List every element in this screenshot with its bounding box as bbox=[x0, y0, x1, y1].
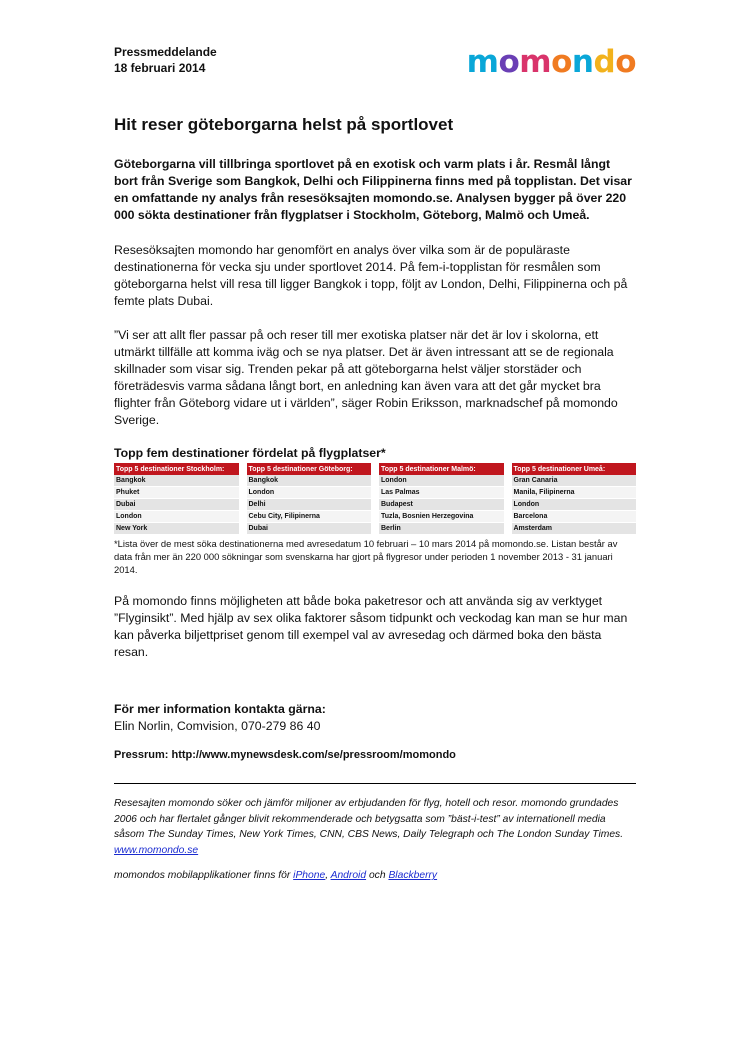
doc-type: Pressmeddelande bbox=[114, 45, 217, 59]
table-cell: Phuket bbox=[114, 487, 239, 499]
tables-title: Topp fem destinationer fördelat på flygplatser* bbox=[114, 446, 386, 460]
about-text: Resesajten momondo söker och jämför miljoner av erbjudanden för flyg, hotell och resor. momondo grundades 2006 och har flertalet gånger blivit rekommenderade och betygsatta som ”bäst-i-test” av internationell media såsom The Sunday Times, New York Times, CNN, CBS News, Daily Telegraph och The London Sunday Times. bbox=[114, 798, 624, 841]
lead-paragraph: Göteborgarna vill tillbringa sportlovet på en exotisk och varm plats i år. Resmål långt bort från Sverige som Bangkok, Delhi och Filippinerna finns med på topplistan. Det visar en omfattande ny analys från resesöksajten momondo.se. Analysen bygger på över 220 000 sökta destinationer från flygplatser i Stockholm, Göteborg, Malmö och Umeå. bbox=[114, 157, 632, 222]
contact-line: Elin Norlin, Comvision, 070-279 86 40 bbox=[114, 719, 321, 733]
table-cell: Barcelona bbox=[512, 511, 637, 523]
android-link[interactable]: Android bbox=[330, 870, 367, 882]
table-header: Topp 5 destinationer Stockholm: bbox=[114, 463, 239, 475]
footnote: *Lista över de mest söka destinationerna med avresedatum 10 februari – 10 mars 2014 på momondo.se. Listan består av data från mer än 220 000 sökningar som svenskarna har gjort på flygresor under perioden 1 november 2013 - 31 januari 2014. bbox=[114, 538, 618, 575]
body-paragraph-1: Resesöksajten momondo har genomfört en analys över vilka som är de populäraste destinationerna för vecka sju under sportlovet 2014. På fem-i-topplistan för resmålen som göteborgarna helst vill resa till ligger Bangkok i topp, följt av London, Delhi, Filippinerna och på femte plats Dubai. bbox=[114, 243, 628, 308]
table-cell: London bbox=[379, 475, 504, 487]
table-cell: London bbox=[247, 487, 372, 499]
table-cell: Berlin bbox=[379, 523, 504, 535]
apps-prefix: momondos mobilapplikationer finns för bbox=[114, 870, 291, 882]
table-cell: Las Palmas bbox=[379, 487, 504, 499]
apps-line bbox=[114, 868, 636, 883]
table-cell: Gran Canaria bbox=[512, 475, 637, 487]
table-cell: Dubai bbox=[247, 523, 372, 535]
table-header: Topp 5 destinationer Malmö: bbox=[379, 463, 504, 475]
apps-och: och bbox=[368, 870, 386, 882]
momondo-logo: momondo bbox=[466, 44, 636, 80]
destination-tables bbox=[114, 463, 636, 535]
blackberry-link[interactable]: Blackberry bbox=[388, 870, 438, 882]
divider bbox=[114, 783, 636, 784]
table-umea bbox=[512, 463, 637, 535]
table-goteborg bbox=[247, 463, 372, 535]
table-cell: Delhi bbox=[247, 499, 372, 511]
apps-separator: , bbox=[325, 870, 329, 882]
table-header: Topp 5 destinationer Umeå: bbox=[512, 463, 637, 475]
iphone-link[interactable]: iPhone bbox=[293, 870, 326, 882]
table-cell: Budapest bbox=[379, 499, 504, 511]
table-header: Topp 5 destinationer Göteborg: bbox=[247, 463, 372, 475]
body-paragraph-3: På momondo finns möjligheten att både boka paketresor och att använda sig av verktyget ”Flyginsikt”. Med hjälp av sex olika faktorer såsom tidpunkt och veckodag kan man se hur man kan påverka biljettpriset genom till exempel val av avresedag och därmed boka den bästa resan. bbox=[114, 594, 628, 659]
table-stockholm bbox=[114, 463, 239, 535]
page-title: Hit reser göteborgarna helst på sportlovet bbox=[114, 115, 454, 134]
contact-heading: För mer information kontakta gärna: bbox=[114, 702, 326, 716]
release-date: 18 februari 2014 bbox=[114, 61, 206, 75]
table-cell: Bangkok bbox=[114, 475, 239, 487]
table-cell: Cebu City, Filipinerna bbox=[247, 511, 372, 523]
table-cell: London bbox=[114, 511, 239, 523]
table-cell: Dubai bbox=[114, 499, 239, 511]
table-malmo bbox=[379, 463, 504, 535]
press-release-page bbox=[114, 44, 636, 883]
about-paragraph bbox=[114, 796, 636, 858]
header bbox=[114, 44, 636, 88]
table-cell: Amsterdam bbox=[512, 523, 637, 535]
quote-paragraph: ”Vi ser att allt fler passar på och reser till mer exotiska platser när det är lov i skolorna, ett utmärkt tillfälle att komma iväg och se nya platser. Det är även intressant att se de regionala skillnader som visar sig. Trenden pekar på att göteborgarna helst väljer storstäder och företrädesvis varma sådana långt bort, en anledning kan även vara att det går mycket bra flighter från Göteborg vidare ut i världen”, säger Robin Eriksson, marknadschef på momondo Sverige. bbox=[114, 328, 618, 427]
table-cell: New York bbox=[114, 523, 239, 535]
table-cell: Bangkok bbox=[247, 475, 372, 487]
header-meta bbox=[114, 44, 217, 76]
momondo-link[interactable]: www.momondo.se bbox=[114, 844, 199, 856]
table-cell: Manila, Filipinerna bbox=[512, 487, 637, 499]
table-cell: Tuzla, Bosnien Herzegovina bbox=[379, 511, 504, 523]
table-cell: London bbox=[512, 499, 637, 511]
pressroom-line: Pressrum: http://www.mynewsdesk.com/se/pressroom/momondo bbox=[114, 749, 456, 761]
